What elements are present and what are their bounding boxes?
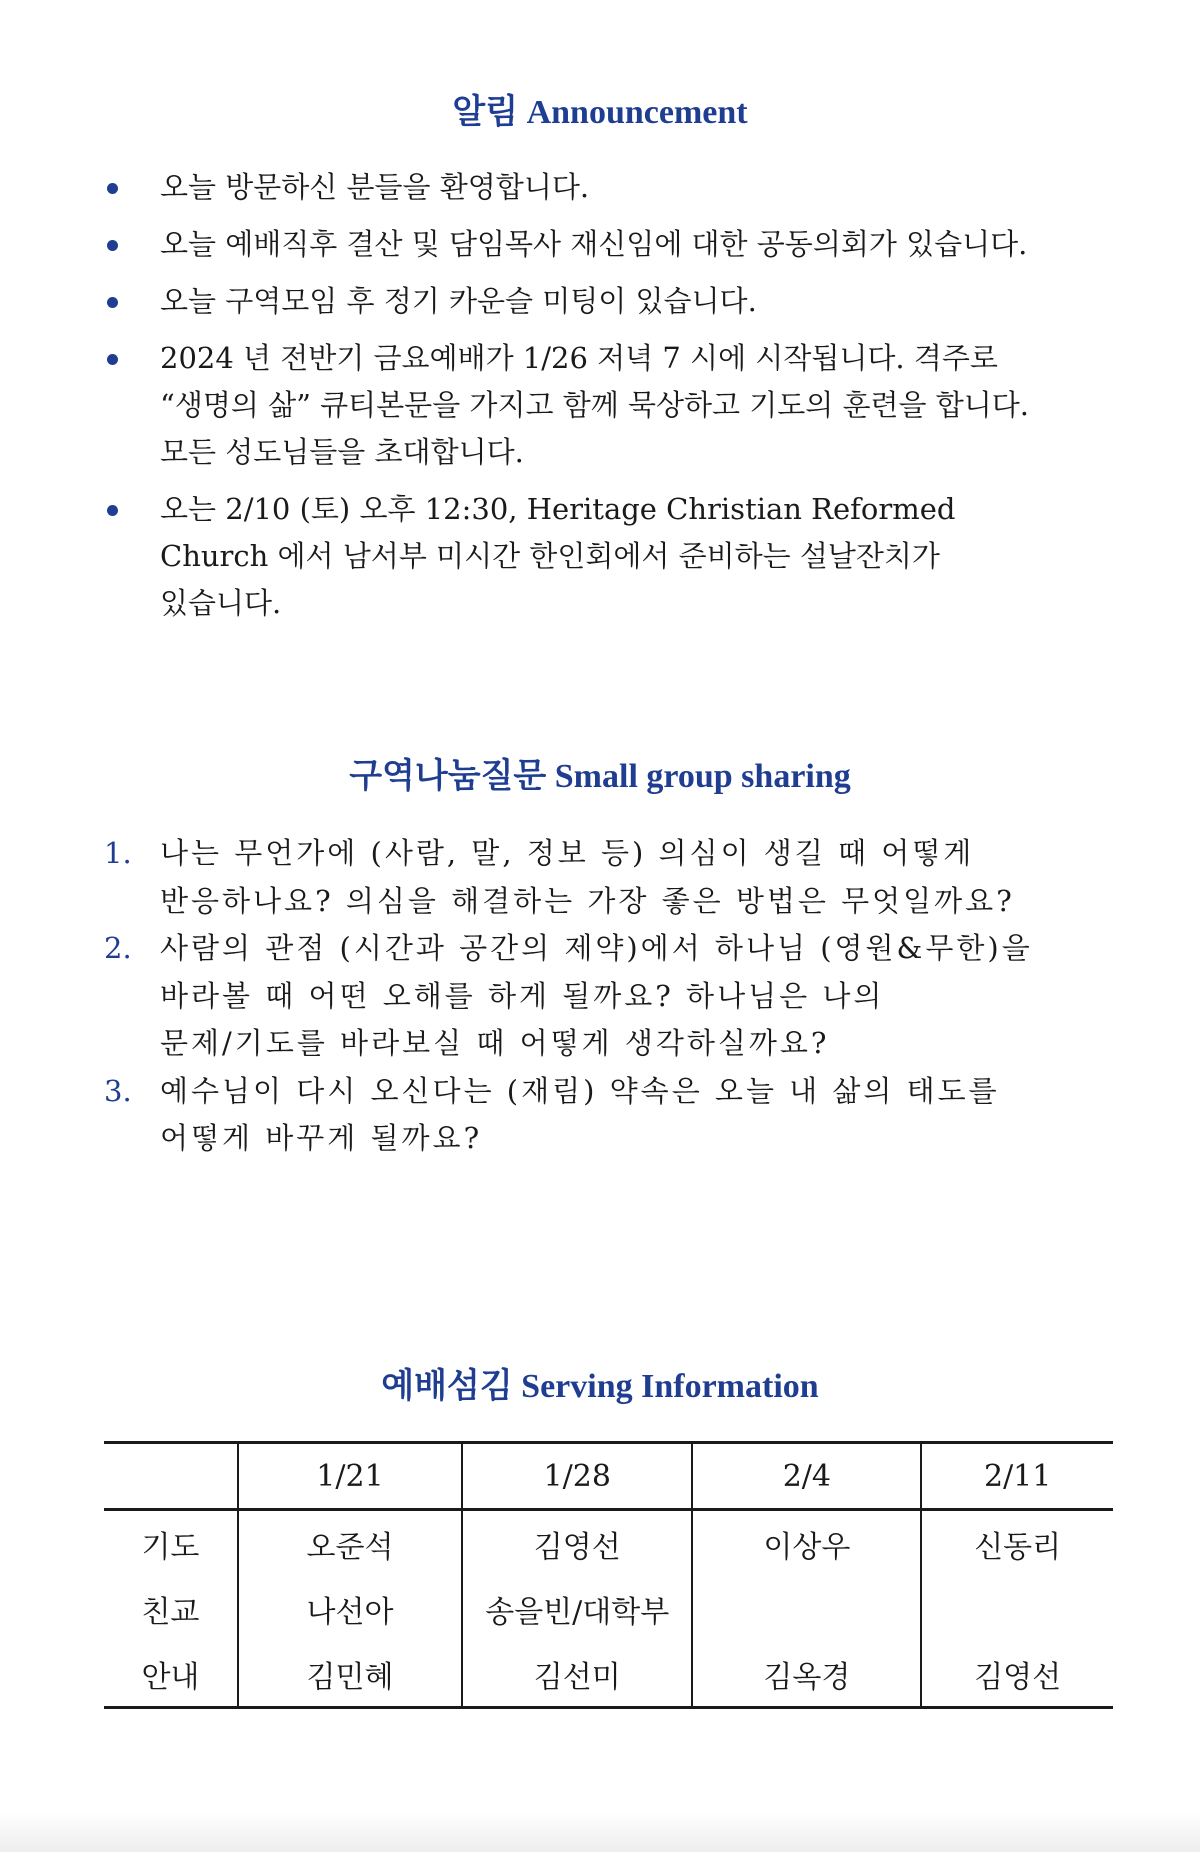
role-cell: 안내 (141, 1659, 200, 1695)
question-line: 나는 무언가에 (사람, 말, 정보 등) 의심이 생길 때 어떻게 (160, 836, 975, 870)
table-cell: 김영선 (462, 1510, 692, 1577)
question-item (104, 925, 1104, 1068)
announcement-item (104, 164, 1104, 211)
serving-table (104, 1441, 1113, 1709)
announcement-item (104, 335, 1104, 476)
announcement-title: 알림 Announcement (452, 94, 748, 131)
header-cell: 2/4 (692, 1443, 921, 1510)
table-cell: 신동리 (921, 1510, 1113, 1577)
table-row (104, 1510, 1113, 1577)
question-line: 예수님이 다시 오신다는 (재림) 약속은 오늘 내 삶의 태도를 (160, 1073, 1000, 1108)
header-cell (104, 1443, 238, 1510)
table-cell: 이상우 (692, 1510, 921, 1577)
question-line: 반응하나요? 의심을 해결하는 가장 좋은 방법은 무엇일까요? (160, 883, 1015, 918)
announcement-item (104, 221, 1104, 268)
announcement-line: Church 에서 남서부 미시간 한인회에서 준비하는 설날잔치가 (160, 539, 940, 573)
table-cell: 김선미 (462, 1641, 692, 1708)
question-number: 1. (104, 836, 132, 870)
table-row (104, 1641, 1113, 1708)
page-edge-shadow (0, 1812, 1200, 1852)
question-item (104, 1068, 1104, 1163)
table-cell (692, 1576, 921, 1641)
announcement-item (104, 278, 1104, 325)
question-line: 어떻게 바꾸게 될까요? (160, 1121, 483, 1155)
table-cell: 김민혜 (238, 1641, 462, 1708)
question-item (104, 830, 1104, 925)
header-cell: 1/28 (462, 1443, 692, 1510)
announcement-line: 있습니다. (160, 586, 282, 620)
question-number: 3. (104, 1073, 132, 1108)
question-line: 문제/기도를 바라보실 때 어떻게 생각하실까요? (160, 1026, 830, 1060)
serving-header-row (104, 1443, 1113, 1510)
question-list (104, 830, 1104, 1163)
announcement-list (104, 164, 1104, 637)
table-cell: 김옥경 (692, 1641, 921, 1708)
announcement-line: 오늘 예배직후 결산 및 담임목사 재신임에 대한 공동의회가 있습니다. (160, 227, 1028, 261)
role-cell: 친교 (141, 1594, 200, 1630)
question-line: 사람의 관점 (시간과 공간의 제약)에서 하나님 (영원&무한)을 (160, 931, 1033, 965)
announcement-line: 모든 성도님들을 초대합니다. (160, 435, 524, 469)
table-cell: 송을빈/대학부 (462, 1576, 692, 1641)
small-group-title: 구역나눔질문 Small group sharing (349, 758, 851, 795)
table-cell (921, 1576, 1113, 1641)
announcement-item (104, 486, 1104, 627)
serving-title: 예배섬김 Serving Information (381, 1368, 819, 1405)
announcement-line: 2024 년 전반기 금요예배가 1/26 저녁 7 시에 시작됩니다. 격주로 (160, 341, 998, 375)
announcement-line: “생명의 삶” 큐티본문을 가지고 함께 묵상하고 기도의 훈련을 합니다. (160, 388, 1029, 422)
table-cell: 오준석 (238, 1510, 462, 1577)
header-cell: 1/21 (238, 1443, 462, 1510)
header-cell: 2/11 (921, 1443, 1113, 1510)
role-cell: 기도 (141, 1529, 200, 1565)
table-cell: 나선아 (238, 1576, 462, 1641)
announcement-line: 오늘 구역모임 후 정기 카운슬 미팅이 있습니다. (160, 284, 757, 318)
announcement-line: 오는 2/10 (토) 오후 12:30, Heritage Christian Reformed (160, 492, 956, 526)
question-number: 2. (104, 931, 132, 965)
announcement-line: 오늘 방문하신 분들을 환영합니다. (160, 170, 590, 204)
table-cell: 김영선 (921, 1641, 1113, 1708)
table-row (104, 1576, 1113, 1641)
question-line: 바라볼 때 어떤 오해를 하게 될까요? 하나님은 나의 (160, 978, 885, 1013)
